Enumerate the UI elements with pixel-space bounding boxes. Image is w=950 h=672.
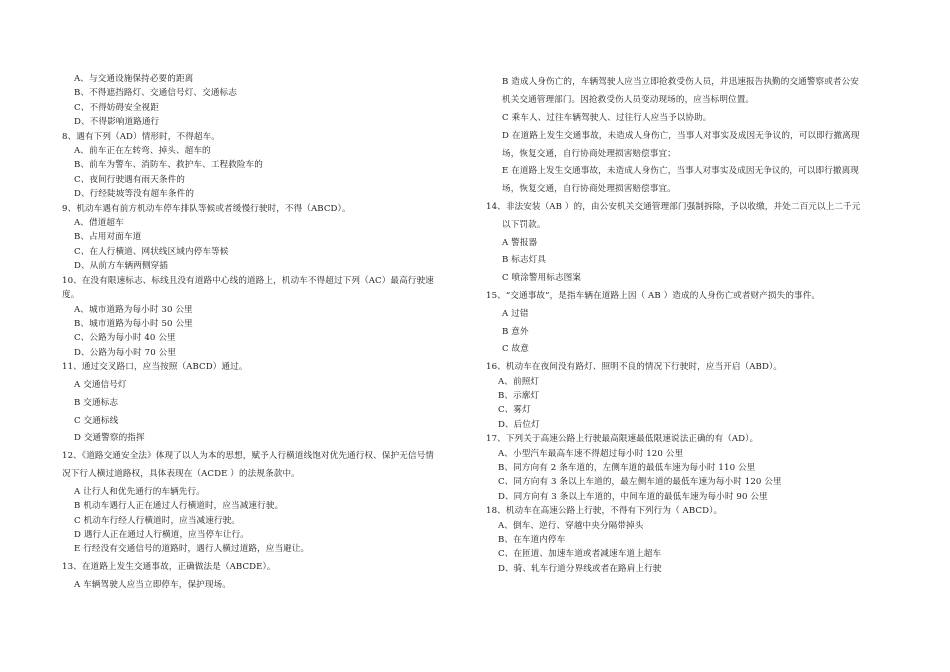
text-line: A、借道超车	[74, 218, 124, 229]
text-line: A、小型汽车最高车速不得超过每小时 120 公里	[498, 448, 684, 459]
question-line: 17、下列关于高速公路上行驶最高限速最低限速说法正确的有（AD）。	[486, 434, 759, 445]
text-line: A、前照灯	[498, 376, 540, 387]
text-line: B、示廓灯	[498, 390, 540, 401]
text-line: C 喷涂警用标志图案	[502, 273, 582, 284]
text-line: D、公路为每小时 70 公里	[74, 347, 177, 358]
text-line: 以下罚款。	[502, 219, 546, 230]
text-line: C、在匝道、加速车道或者减速车道上超车	[498, 549, 662, 560]
text-line: D、从前方车辆两侧穿插	[74, 261, 168, 272]
text-line: B 意外	[502, 326, 529, 337]
right-column	[486, 72, 906, 576]
text-line: E 在道路上发生交通事故，未造成人身伤亡，当事人对事实及成因无争议的，可以即行撤离现	[502, 166, 859, 177]
left-column	[62, 72, 470, 596]
text-line: D 遇行人正在通过人行横道，应当停车让行。	[74, 529, 250, 540]
text-line: C、在人行横道、网状线区域内停车等候	[74, 246, 229, 257]
text-line: C、同方向有 3 条以上车道的，最左侧车道的最低车速为每小时 120 公里	[498, 477, 782, 488]
text-line: 场，恢复交通，自行协商处理损害赔偿事宜；	[502, 148, 676, 159]
text-line: A 车辆驾驶人应当立即停车，保护现场。	[74, 579, 231, 590]
text-line: C 交通标线	[74, 415, 119, 426]
question-line: 13、在道路上发生交通事故，正确做法是（ABCDE）。	[62, 562, 276, 573]
question-line: 10、在没有限速标志、标线且没有道路中心线的道路上，机动车不得超过下列（AC）最高行驶速	[62, 275, 434, 286]
text-line: D、后位灯	[498, 419, 540, 430]
text-line: C、雾灯	[498, 405, 531, 416]
text-line: B、前车为警车、消防车、救护车、工程救险车的	[74, 160, 263, 171]
text-line: B、不得遮挡路灯、交通信号灯、交通标志	[74, 88, 237, 99]
question-line: 11、通过交叉路口，应当按照（ABCD）通过。	[62, 362, 248, 373]
text-line: 场，恢复交通，自行协商处理损害赔偿事宜。	[502, 184, 676, 195]
text-line: C 乘车人、过往车辆驾驶人、过往行人应当予以协助。	[502, 112, 712, 123]
text-line: A、倒车、逆行、穿越中央分隔带掉头	[498, 520, 644, 531]
text-line: D、同方向有 3 条以上车道的，中间车道的最低车速为每小时 90 公里	[498, 491, 768, 502]
text-line: B 标志灯具	[502, 255, 547, 266]
text-line: A 让行人和优先通行的车辆先行。	[74, 486, 205, 497]
text-line: C 故意	[502, 344, 529, 355]
text-line: D 交通警察的指挥	[74, 433, 145, 444]
text-line: A、与交通设施保持必要的距离	[74, 74, 194, 84]
text-line: B、同方向有 2 条车道的，左侧车道的最低车速为每小时 110 公里	[498, 462, 756, 473]
text-line: D、行经陡坡等没有超车条件的	[74, 189, 195, 200]
text-line: B 造成人身伤亡的，车辆驾驶人应当立即抢救受伤人员，并迅速报告执勤的交通警察或者公安	[502, 77, 859, 88]
question-line: 18、机动车在高速公路上行驶，不得有下列行为（ ABCD）。	[486, 506, 723, 517]
text-line: A 交通信号灯	[74, 379, 127, 390]
text-line: D、不得影响道路通行	[74, 117, 160, 128]
text-line: 况下行人横过道路权，具体表现在（ACDE ）的法规条款中。	[62, 468, 300, 479]
text-line: E 行经没有交通信号的道路时，遇行人横过道路，应当避让。	[74, 544, 310, 555]
text-line: 机关交通管理部门。因抢救受伤人员变动现场的，应当标明位置。	[502, 95, 755, 106]
text-line: D、骑、轧车行道分界线或者在路肩上行驶	[498, 563, 662, 574]
text-line: 度。	[62, 290, 80, 301]
question-line: 14、非法安装（AB ）的，由公安机关交通管理部门强制拆除，予以收缴，并处二百元以上二千元	[486, 201, 861, 212]
question-line: 12、《道路交通安全法》体现了以人为本的思想，赋予人行横道线饱对优先通行权、保护无信号情	[62, 451, 434, 462]
text-line: A、城市道路为每小时 30 公里	[74, 304, 193, 315]
question-line: 16、机动车在夜间没有路灯、照明不良的情况下行驶时，应当开启（ABD）。	[486, 362, 783, 373]
question-line: 8、遇有下列（AD）情形时，不得超车。	[62, 131, 220, 142]
text-line: A、前车正在左转弯、掉头、超车的	[74, 146, 211, 157]
question-line: 9、机动车遇有前方机动车停车排队等候或者缓慢行驶时，不得（ABCD）。	[62, 203, 351, 214]
text-line: B 机动车遇行人正在通过人行横道时，应当减速行驶。	[74, 501, 284, 512]
text-line: B、占用对面车道	[74, 232, 142, 243]
text-line: C 机动车行经人行横道时，应当减速行驶。	[74, 515, 240, 526]
text-line: B 交通标志	[74, 397, 119, 408]
text-line: C、公路为每小时 40 公里	[74, 333, 176, 344]
text-line: A 过错	[502, 308, 529, 319]
text-line: D 在道路上发生交通事故，未造成人身伤亡，当事人对事实及成因无争议的，可以即行撤离现	[502, 130, 860, 141]
text-line: A 警报器	[502, 237, 538, 248]
text-line: B、城市道路为每小时 50 公里	[74, 318, 193, 329]
text-line: C、夜间行驶遇有雨天条件的	[74, 174, 186, 185]
question-line: 15、“交通事故”，是指车辆在道路上因（ AB ）造成的人身伤亡或者财产损失的事件。	[486, 290, 821, 301]
text-line: B、在车道内停车	[498, 535, 566, 546]
text-line: C、不得妨碍安全视距	[74, 102, 159, 113]
